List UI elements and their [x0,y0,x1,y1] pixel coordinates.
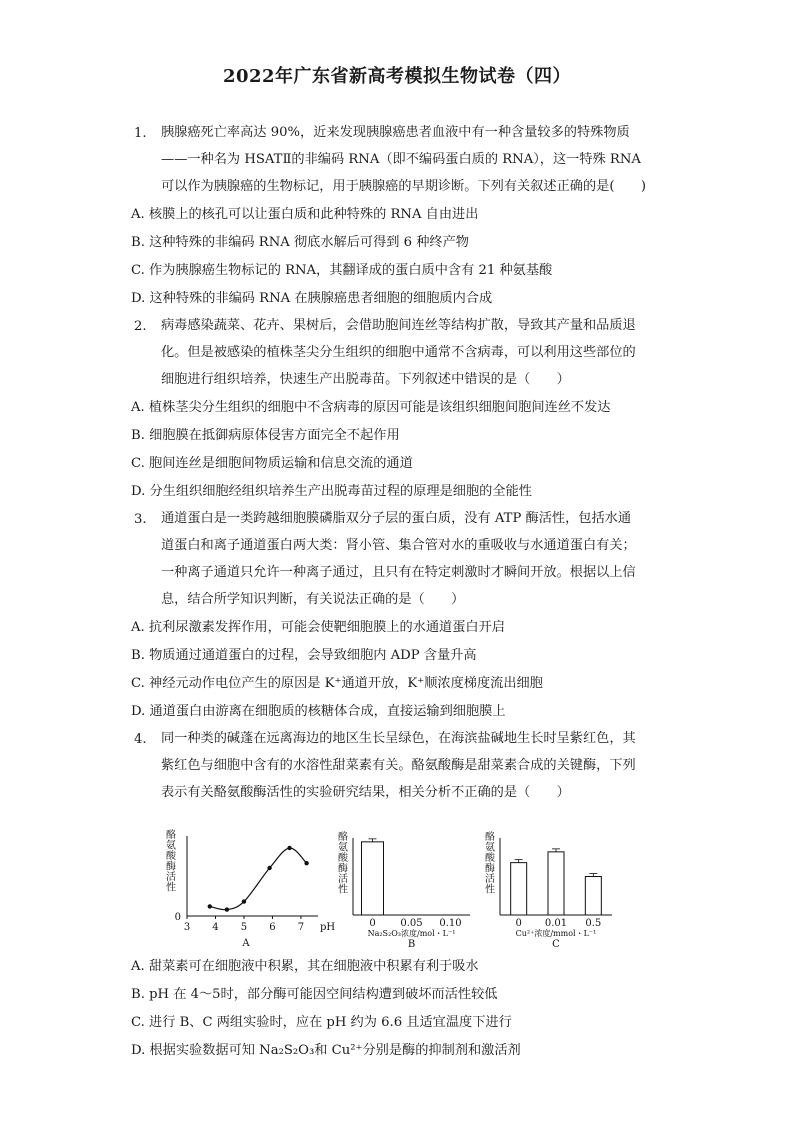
question-4-option-d: D. 根据实验数据可知 Na₂S₂O₃和 Cu²⁺分别是酶的抑制剂和激活剂 [131,1043,521,1058]
question-4-stem-line: 紫红色与细胞中含有的水溶性甜菜素有关。酪氨酸酶是甜菜素合成的关键酶，下列 [161,758,636,773]
question-4-option-c: C. 进行 B、C 两组实验时，应在 pH 约为 6.6 且适宜温度下进行 [131,1015,512,1030]
question-4-option-b: B. pH 在 4～5时，部分酶可能因空间结构遭到破坏而活性较低 [131,987,498,1002]
x-tick-label: 0 [369,918,376,929]
x-axis-label: Cu²⁺浓度/mmol・L⁻¹ [515,929,597,938]
question-2-option-d: D. 分生组织细胞经组织培养生产出脱毒苗过程的原理是细胞的全能性 [131,484,532,499]
question-3-number: 3. [134,512,147,527]
series-line [210,848,307,910]
question-1-stem-line: ——一种名为 HSATⅡ的非编码 RNA（即不编码蛋白质的 RNA），这一特殊 RNA [161,152,641,167]
data-point [287,846,291,850]
x-tick-label: 4 [212,922,219,933]
question-1-option-d: D. 这种特殊的非编码 RNA 在胰腺癌患者细胞的细胞质内合成 [131,291,493,306]
question-2-option-b: B. 细胞膜在抵御病原体侵害方面完全不起作用 [131,428,400,443]
panel-label: B [407,939,416,950]
question-1-option-c: C. 作为胰腺癌生物标记的 RNA，其翻译成的蛋白质中含有 21 种氨基酸 [131,263,553,278]
x-axis-label: Na₂S₂O₃浓度/mol・L⁻¹ [367,929,456,938]
x-tick-label: 0.01 [544,918,568,929]
data-point [267,866,271,870]
y-axis-label: 酪氨酸酶活性 [166,830,176,894]
question-1-stem-line: 可以作为胰腺癌的生物标记，用于胰腺癌的早期诊断。下列有关叙述正确的是( ) [161,179,647,194]
question-1-option-b: B. 这种特殊的非编码 RNA 彻底水解后可得到 6 种终产物 [131,235,469,250]
y-origin-label: 0 [174,912,181,923]
question-1-number: 1. [134,126,147,141]
x-tick-label: 5 [240,922,248,933]
x-tick-label: 3 [183,922,191,933]
question-2-stem-line: 病毒感染蔬菜、花卉、果树后，会借助胞间连丝等结构扩散，导致其产量和品质退 [161,318,636,333]
bar [548,852,564,915]
question-3-stem-line: 一种离子通道只允许一种离子通过，且只有在特定刺激时才瞬间开放。根据以上信 [161,565,636,580]
question-1-stem-line: 胰腺癌死亡率高达 90%，近来发现胰腺癌患者血液中有一种含量较多的特殊物质 [161,125,630,140]
question-3-stem-line: 道蛋白和离子通道蛋白两大类：肾小管、集合管对水的重吸收与水通道蛋白有关； [161,538,636,553]
question-4-stem-line: 同一种类的碱蓬在远离海边的地区生长呈绿色，在海滨盐碱地生长时呈紫红色，其 [161,731,636,746]
x-tick-label: 0.10 [439,918,462,929]
x-tick-label: 6 [269,922,276,933]
question-4-stem-line: 表示有关酪氨酸酶活性的实验研究结果，相关分析不正确的是（ ） [161,785,570,800]
question-4-option-a: A. 甜菜素可在细胞液中积累，其在细胞液中积累有利于吸水 [131,959,479,974]
question-3-option-b: B. 物质通过通道蛋白的过程，会导致细胞内 ADP 含量升高 [131,648,477,663]
question-3-option-d: D. 通道蛋白由游离在细胞质的核糖体合成，直接运输到细胞膜上 [131,704,506,719]
bar [511,863,527,915]
bar [585,877,601,916]
question-2-option-c: C. 胞间连丝是细胞间物质运输和信息交流的通道 [131,456,413,471]
question-3-stem-line: 息，结合所学知识判断，有关说法正确的是（ ） [161,592,465,607]
question-4-number: 4. [134,732,147,747]
bar [362,842,384,915]
x-tick-label: 7 [297,922,305,933]
question-2-stem-line: 化。但是被感染的植株茎尖分生组织的细胞中通常不含病毒，可以利用这些部位的 [161,345,636,360]
question-2-stem-line: 细胞进行组织培养，快速生产出脱毒苗。下列叙述中错误的是（ ） [161,372,570,387]
panel-label-a: A [242,938,250,949]
question-1-option-a: A. 核膜上的核孔可以让蛋白质和此种特殊的 RNA 自由进出 [131,207,479,222]
page-title: 2022年广东省新高考模拟生物试卷（四） [222,66,572,87]
question-3-stem-line: 通道蛋白是一类跨越细胞膜磷脂双分子层的蛋白质，没有 ATP 酶活性，包括水通 [161,511,632,526]
data-point [225,907,229,911]
panel-label: C [552,939,560,950]
data-point [242,899,246,903]
question-3-option-c: C. 神经元动作电位产生的原因是 K⁺通道开放，K⁺顺浓度梯度流出细胞 [131,676,543,691]
y-axis-label: 酪氨酸酶活性 [485,832,495,896]
question-3-option-a: A. 抗利尿激素发挥作用，可能会使靶细胞膜上的水通道蛋白开启 [131,620,505,635]
x-axis-label: pH [320,922,336,933]
question-2-number: 2. [134,319,147,334]
x-tick-label: 0.5 [585,918,602,929]
data-point [208,904,212,908]
question-2-option-a: A. 植株茎尖分生组织的细胞中不含病毒的原因可能是该组织细胞间胞间连丝不发达 [131,400,611,415]
data-point [304,861,308,865]
y-axis-label: 酪氨酸酶活性 [338,832,348,896]
x-tick-label: 0.05 [400,918,423,929]
x-tick-label: 0 [515,918,522,929]
